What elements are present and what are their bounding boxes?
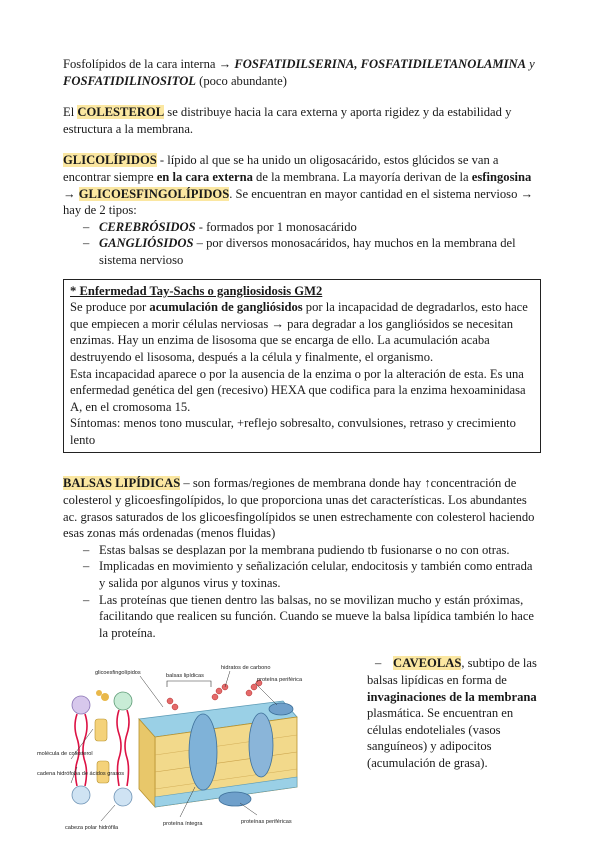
balsas-section <box>63 475 541 641</box>
text: plasmática. Se encuentran en células endoteliales (vasos sanguíneos) y adipocitos (acumulación de grasa). <box>367 706 514 770</box>
box-title: * Enfermedad Tay-Sachs o gangliosidosis GM2 <box>70 283 323 298</box>
glicolipidos-section <box>63 152 541 268</box>
text: - lípido al que se ha unido un oligosacárido, estos glúcidos se van a encontrar siempre <box>63 153 499 184</box>
box-line: Esta incapacidad aparece o por la ausencia de la enzima o por la alteración de esta. Es una enfermedad genética del gen (recesivo) HEXA que codifica para la enzima hexoaminidasa A, en el cromosoma 15. <box>70 366 526 414</box>
box-line <box>70 299 534 365</box>
text: El <box>63 105 78 120</box>
label-glicoesfingolipidos: glicoesfingolípidos <box>95 670 141 677</box>
text: – son formas/regiones de membrana donde hay ↑concentración de colesterol y glicoesfingolípidos, lo que proporciona unas det características. Los abundantes ac. grasos saturados de los glicoesfingolípidos se unen estrechamente con colesterol haciendo esas zonas más ordenadas (menos fluidas) <box>63 476 535 541</box>
dash: – <box>375 656 382 671</box>
label-cadena-hidrofoba: cadena hidrófoba de ácidos grasos <box>37 771 125 778</box>
balsas-list <box>63 542 541 642</box>
caveolas-paragraph <box>367 655 543 771</box>
item-text: – por diversos monosacáridos, hay muchos en la membrana del sistema nervioso <box>99 236 516 267</box>
caveolas-highlight: CAVEOLAS <box>393 656 462 671</box>
text: . Se encuentran en mayor cantidad en el sistema nervioso → hay de 2 tipos: <box>63 186 534 218</box>
colesterol-highlight: COLESTEROL <box>77 105 165 120</box>
colesterol-paragraph <box>63 104 541 137</box>
glicolipidos-highlight: GLICOLÍPIDOS <box>63 153 157 168</box>
glicolipidos-list <box>63 219 541 269</box>
arrow: → <box>63 186 79 201</box>
label-molecula-colesterol: molécula de colesterol <box>37 751 93 758</box>
tay-sachs-box <box>63 279 541 454</box>
fosfolipidos-paragraph <box>63 56 541 89</box>
balsas-highlight: BALSAS LIPÍDICAS <box>63 476 181 491</box>
lipid-detail-icon <box>72 690 132 806</box>
box-line: Síntomas: menos tono muscular, +reflejo sobresalto, convulsiones, retraso y crecimiento lento <box>70 416 516 447</box>
bold-text: acumulación de gangliósidos <box>149 300 303 315</box>
figure-row <box>37 655 541 843</box>
text: (poco abundante) <box>195 73 287 88</box>
list-item <box>83 219 541 236</box>
label-proteinas-perifericas: proteínas periféricas <box>241 819 292 826</box>
label-cabeza-polar: cabeza polar hidrófila <box>65 825 119 832</box>
list-item: – Las proteínas que tienen dentro las balsas, no se movilizan mucho y están próximas, facilitando que realicen su función. Cuando se mueve la balsa lipídica también lo hace la proteína. <box>83 592 541 642</box>
label-proteina-periferica: proteína periférica <box>257 677 303 684</box>
arrow: → <box>218 57 235 71</box>
glicolipidos-paragraph <box>63 152 541 218</box>
bold-text: invaginaciones de la membrana <box>367 689 537 704</box>
bracket <box>167 681 211 687</box>
text: Se produce por <box>70 300 150 315</box>
list-item: – Implicadas en movimiento y señalización celular, endocitosis y también como entrada y salida por algunos virus y toxinas. <box>83 558 541 591</box>
fosfatidil-names: FOSFATIDILSERINA, FOSFATIDILETANOLAMINA <box>234 57 527 71</box>
glicoesfingolipidos-highlight: GLICOESFINGOLÍPIDOS <box>78 186 230 201</box>
text: , subtipo de las balsas lipídicas en forma de <box>367 656 537 687</box>
balsas-paragraph <box>63 475 541 541</box>
item-term: GANGLIÓSIDOS <box>99 236 194 251</box>
text: Fosfolípidos de la cara interna <box>63 57 219 71</box>
label-proteina-integra: proteína íntegra <box>163 821 203 828</box>
fosfatidilinositol: FOSFATIDILINOSITOL <box>63 73 196 88</box>
text: por la incapacidad de degradarlos, esto hace que empiecen a morir células nerviosas → para degradar a los gangliósidos se necesitan enzimas. Hay un enzima de lisosoma que se encarga de ello. La acumulación acaba destruyendo el lisosoma, después a la célula y finalmente, el organismo. <box>70 300 528 364</box>
bold-text: en la cara externa <box>156 169 253 184</box>
text: y <box>526 57 535 71</box>
text: de la membrana. La mayoría derivan de la <box>252 169 472 184</box>
membrane-diagram <box>35 657 305 831</box>
list-item: – Estas balsas se desplazan por la membrana pudiendo tb fusionarse o no con otras. <box>83 542 541 559</box>
bilayer-slab <box>139 701 297 807</box>
document-page <box>37 56 541 843</box>
list-item <box>83 235 541 268</box>
item-text: - formados por 1 monosacárido <box>195 219 357 234</box>
text: se distribuye hacia la cara externa y aporta rigidez y da estabilidad y estructura a la membrana. <box>63 105 512 136</box>
label-balsas: balsas lipídicas <box>166 673 204 680</box>
label-hidratos: hidratos de carbono <box>221 665 271 672</box>
bold-text: esfingosina <box>471 169 532 184</box>
item-term: CEREBRÓSIDOS <box>99 219 196 234</box>
